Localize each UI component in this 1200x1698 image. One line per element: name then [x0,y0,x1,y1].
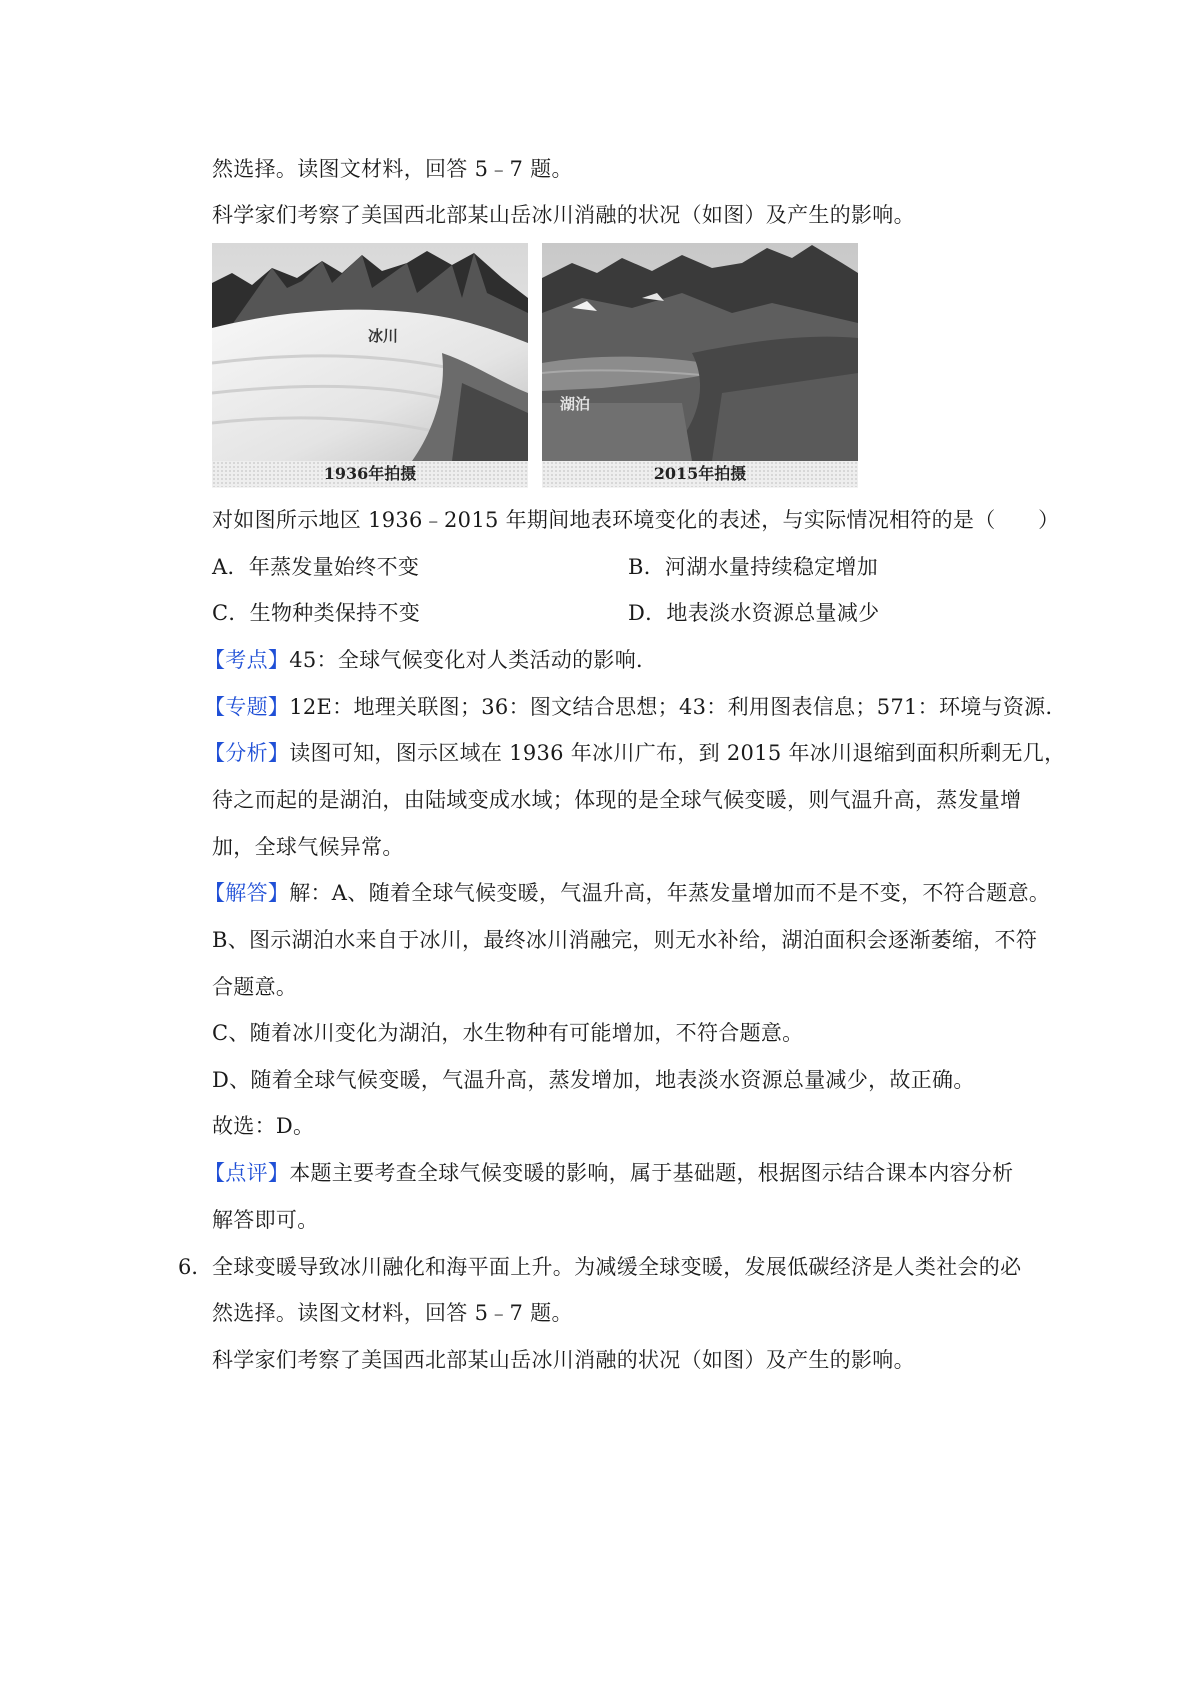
caption-1936: 1936年拍摄 [212,461,528,487]
caption-2015: 2015年拍摄 [542,461,858,487]
kaodian-line [204,645,657,675]
question-6-line-1: 全球变暖导致冰川融化和海平面上升。为减缓全球变暖，发展低碳经济是人类社会的必 [212,1255,1022,1279]
option-c: C．生物种类保持不变 [212,601,421,625]
option-d: D．地表淡水资源总量减少 [628,601,880,625]
fenxi-line-2: 待之而起的是湖泊，由陆域变成水域；体现的是全球气候变暖，则气温升高，蒸发量增 [212,788,1022,812]
intro-line-2: 科学家们考察了美国西北部某山岳冰川消融的状况（如图）及产生的影响。 [212,203,915,227]
question-stem: 对如图所示地区 1936﹣2015 年期间地表环境变化的表述，与实际情况相符的是（ ） [212,508,1060,532]
dianping-tag: 【点评】 [204,1161,290,1185]
jieda-text-1: 解：A、随着全球气候变暖，气温升高，年蒸发量增加而不是不变，不符合题意。 [289,881,1051,905]
fenxi-text-1: 读图可知，图示区域在 1936 年冰川广布，到 2015 年冰川退缩到面积所剩无几， [289,741,1066,765]
lake-label: 湖泊 [560,395,591,413]
jieda-line-6: 故选：D。 [212,1114,315,1138]
dianping-text-1: 本题主要考查全球气候变暖的影响，属于基础题，根据图示结合课本内容分析 [289,1161,1014,1185]
kaodian-text: 45：全球气候变化对人类活动的影响． [289,648,658,672]
fenxi-line-1 [204,738,1065,768]
option-b: B．河湖水量持续稳定增加 [628,555,879,579]
dianping-line-1 [204,1158,1013,1188]
jieda-line-2: B、图示湖泊水来自于冰川，最终冰川消融完，则无水补给，湖泊面积会逐渐萎缩，不符 [212,928,1038,952]
option-a: A．年蒸发量始终不变 [212,555,420,579]
photo-2015 [542,243,858,488]
jieda-tag: 【解答】 [204,881,290,905]
photo-1936 [212,243,528,488]
jieda-line-1 [204,878,1050,908]
kaodian-tag: 【考点】 [204,648,290,672]
fenxi-line-3: 加，全球气候异常。 [212,835,404,859]
zhuanti-tag: 【专题】 [204,695,290,719]
lake-photo-image [542,243,858,461]
glacier-label: 冰川 [368,327,399,345]
glacier-comparison-figure [212,243,858,490]
question-6-number: 6． [178,1255,213,1279]
question-6-line-3: 科学家们考察了美国西北部某山岳冰川消融的状况（如图）及产生的影响。 [212,1348,915,1372]
zhuanti-line [204,692,1067,722]
dianping-line-2: 解答即可。 [212,1208,319,1232]
intro-line-1: 然选择。读图文材料，回答 5﹣7 题。 [212,157,573,181]
glacier-photo-image [212,243,528,461]
jieda-line-3: 合题意。 [212,975,298,999]
jieda-line-4: C、随着冰川变化为湖泊，水生物种有可能增加，不符合题意。 [212,1021,804,1045]
zhuanti-text: 12E：地理关联图；36：图文结合思想；43：利用图表信息；571：环境与资源． [289,695,1067,719]
fenxi-tag: 【分析】 [204,741,290,765]
jieda-line-5: D、随着全球气候变暖，气温升高，蒸发增加，地表淡水资源总量减少，故正确。 [212,1068,975,1092]
question-6-line-2: 然选择。读图文材料，回答 5﹣7 题。 [212,1301,573,1325]
